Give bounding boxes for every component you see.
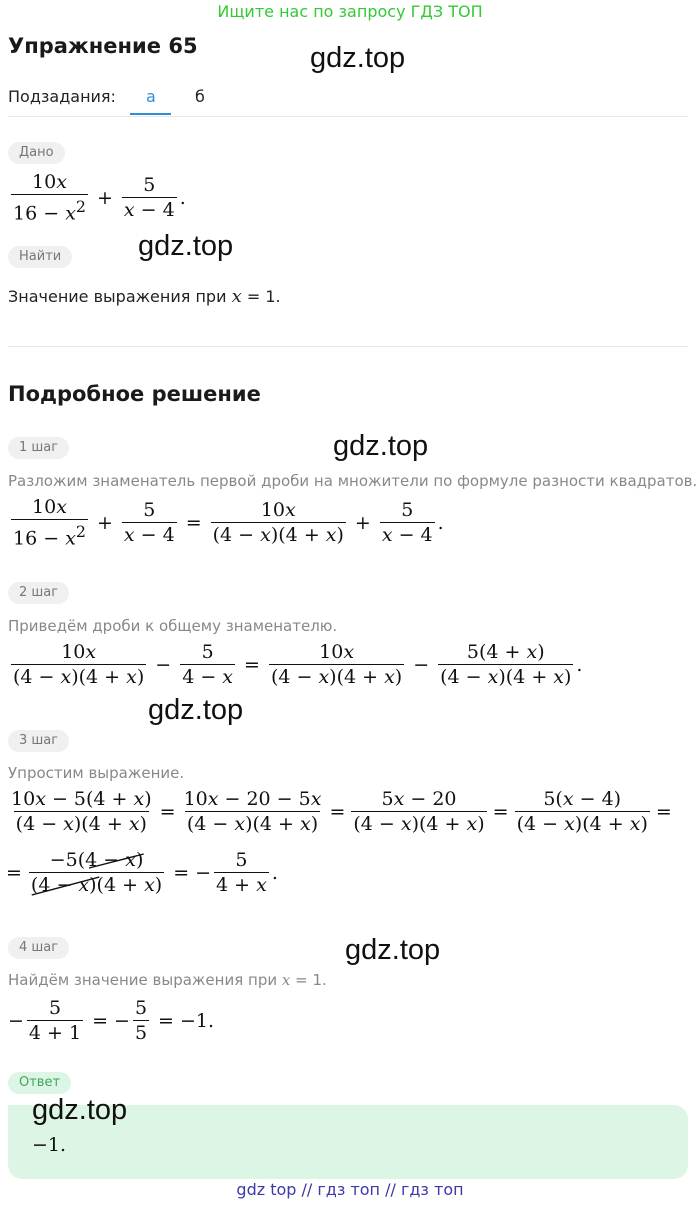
step-3-expression-line-2: = $\frac{-5(4 - x)}{(4 - x)(4 + x)}$ = − $\frac{5}{4 + x}$ . [6,849,278,896]
step-2-expression: $\frac{10x}{(4 - x)(4 + x)}$ − $\frac{5}{4 - x}$ = $\frac{10x}{(4 - x)(4 + x)}$ − $\frac{5(4 + x)}{(4 - x)(4 + x)}$ . [13,641,583,688]
exercise-title: Упражнение 65 [8,34,198,58]
step-1-expression: $\frac{10x}{16 - x^2}$ + $\frac{5}{x - 4}$ = $\frac{10x}{(4 - x)(4 + x)}$ + $\frac{5}{x - 4}$ . [13,496,444,550]
answer-chip: Ответ [8,1072,71,1094]
find-chip: Найти [8,246,72,268]
tab-a[interactable]: а [146,87,156,106]
find-text: Значение выражения при x = 1. [8,286,281,307]
step-3-chip: 3 шаг [8,730,69,752]
step-2-chip: 2 шаг [8,582,69,604]
step-3-text: Упростим выражение. [8,764,185,782]
watermark: gdz.top [32,1094,128,1126]
footer-links[interactable]: gdz top // гдз топ // гдз топ [236,1180,464,1199]
step-4-text: Найдём значение выражения при x = 1. [8,971,327,989]
given-chip: Дано [8,142,65,164]
step-1-text: Разложим знаменатель первой дроби на множители по формуле разности квадратов. [8,472,698,490]
subtasks-label: Подзадания: [8,87,116,106]
watermark: gdz.top [333,430,429,462]
step-4-chip: 4 шаг [8,937,69,959]
step-1-chip: 1 шаг [8,437,69,459]
step-4-expression: − $\frac{5}{4 + 1}$ = − $\frac{5}{5}$ = −1. [8,997,215,1044]
tab-b[interactable]: б [195,87,205,106]
watermark: gdz.top [138,230,234,262]
solution-title: Подробное решение [8,382,261,406]
step-3-expression-line-1: $\frac{10x - 5(4 + x)}{(4 - x)(4 + x)}$ = $\frac{10x - 20 - 5x}{(4 - x)(4 + x)}$ = $\frac{5x - 20}{(4 - x)(4 + x)}$ = $\frac{5(x - 4)}{(4 - x)(4 + x)}$ = [11,788,672,835]
answer-value: −1. [32,1134,67,1156]
watermark: gdz.top [345,934,441,966]
step-2-text: Приведём дроби к общему знаменателю. [8,617,338,635]
divider [8,346,688,347]
divider [8,116,688,117]
watermark: gdz.top [148,694,244,726]
watermark: gdz.top [310,42,406,74]
active-tab-indicator [130,113,171,115]
search-banner: Ищите нас по запросу ГДЗ ТОП [217,2,483,21]
given-expression: $\frac{10x}{16 - x^2}$ + $\frac{5}{x - 4}$ . [13,171,186,225]
